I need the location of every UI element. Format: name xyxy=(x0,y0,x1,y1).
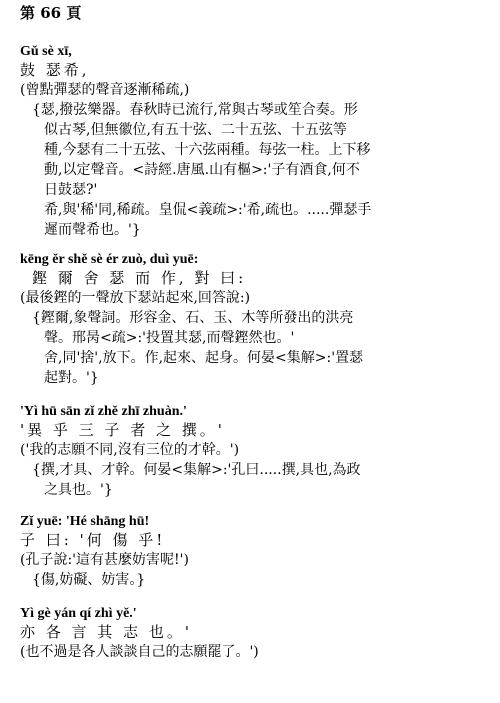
page-number: 第 66 頁 xyxy=(20,4,82,22)
note-line: 舍,同'捨',放下。作,起來、起身。何晏<集解>:'置瑟 xyxy=(44,350,364,366)
note-line: 之具也。'} xyxy=(44,482,113,498)
note-line: {瑟,撥弦樂器。春秋時已流行,常與古琴或笙合奏。形 xyxy=(32,102,358,118)
pinyin-line: Yì gè yán qí zhì yě.' xyxy=(20,606,137,621)
note-line: 希,與'稀'同,稀疏。皇侃<義疏>:'希,疏也。.....彈瑟手 xyxy=(44,202,372,218)
note-line: 聲。邢昺<疏>:'投置其瑟,而聲鏗然也。' xyxy=(44,330,295,346)
translation-line: (也不過是各人談談自己的志願罷了。') xyxy=(20,644,259,660)
note-line: 種,今瑟有二十五弦、十六弦兩種。每弦一柱。上下移 xyxy=(44,142,371,158)
translation-line: (曾點彈瑟的聲音逐漸稀疏,) xyxy=(20,82,190,98)
note-line: {撰,才具、才幹。何晏<集解>:'孔曰.....撰,具也,為政 xyxy=(32,462,361,478)
translation-line: ('我的志願不同,沒有三位的才幹。') xyxy=(20,442,240,458)
pinyin-line: Zǐ yuē: 'Hé shāng hū! xyxy=(20,514,150,529)
pinyin-line: kēng ěr shě sè ér zuò, duì yuē: xyxy=(20,252,199,267)
pinyin-line: 'Yì hū sān zǐ zhě zhī zhuàn.' xyxy=(20,404,187,419)
chinese-line: 鏗 爾 舍 瑟 而 作, 對 曰: xyxy=(32,269,247,287)
note-line: 似古琴,但無徽位,有五十弦、二十五弦、十五弦等 xyxy=(44,122,347,138)
note-line: {傷,妨礙、妨害。} xyxy=(32,572,146,588)
translation-line: (最後鏗的一聲放下瑟站起來,回答說:) xyxy=(20,290,251,306)
chinese-line: 亦 各 言 其 志 也。' xyxy=(20,623,192,641)
note-line: 起對。'} xyxy=(44,370,99,386)
pinyin-line: Gǔ sè xī, xyxy=(20,44,72,59)
chinese-line: 鼓 瑟希, xyxy=(20,61,90,79)
chinese-line: 子 曰: '何 傷 乎! xyxy=(20,531,166,549)
note-line: {鏗爾,象聲詞。形容金、石、玉、木等所發出的洪亮 xyxy=(32,310,354,326)
note-line: 遲而聲希也。'} xyxy=(44,222,141,238)
note-line: 日鼓瑟?' xyxy=(44,182,98,198)
chinese-line: '異 乎 三 子 者 之 撰。' xyxy=(20,421,225,439)
note-line: 動,以定聲音。<詩經.唐風.山有樞>:'子有酒食,何不 xyxy=(44,162,360,178)
translation-line: (孔子說:'這有甚麼妨害呢!') xyxy=(20,552,189,568)
